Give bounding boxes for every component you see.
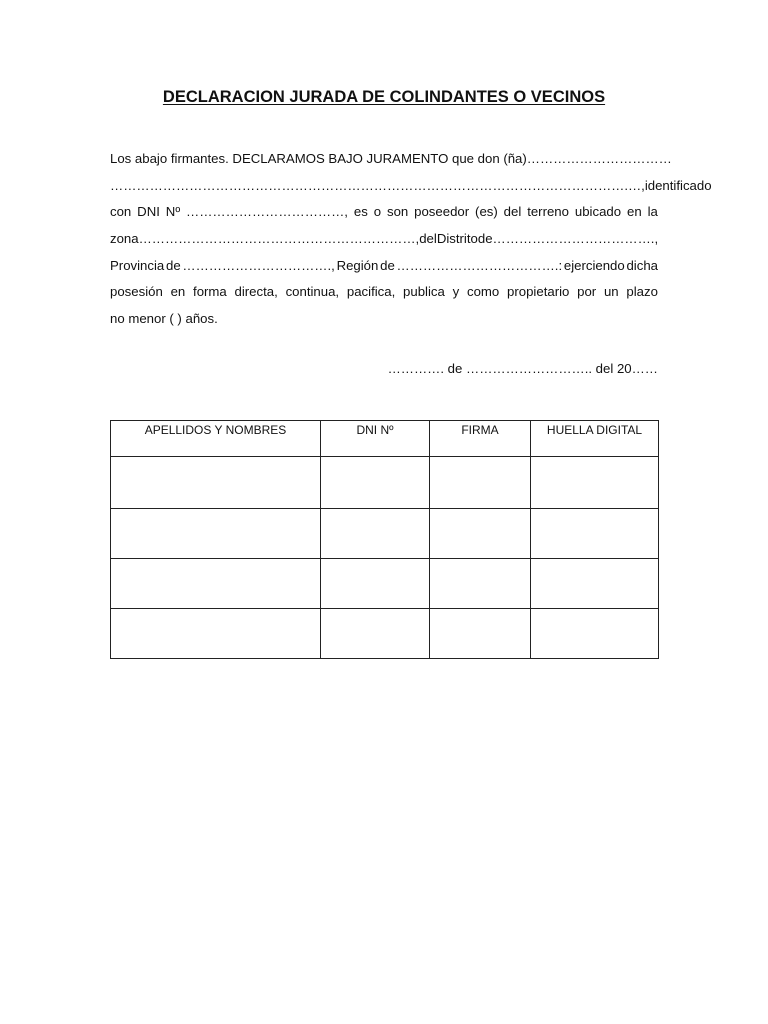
table-row <box>111 559 659 609</box>
paragraph-word: con <box>110 204 132 220</box>
paragraph-line-5 <box>110 253 658 280</box>
cell-dni[interactable] <box>321 609 430 659</box>
paragraph-word: o <box>373 204 382 220</box>
cell-dni[interactable] <box>321 559 430 609</box>
cell-apellidos-nombres[interactable] <box>111 609 321 659</box>
cell-huella-digital[interactable] <box>531 509 659 559</box>
paragraph-word: terreno <box>527 204 569 220</box>
cell-firma[interactable] <box>430 559 531 609</box>
paragraph-word: por <box>577 284 597 300</box>
paragraph-word: poseedor <box>414 204 470 220</box>
paragraph-word: Región <box>336 257 379 273</box>
paragraph-word: ……………………………., <box>182 257 335 273</box>
paragraph-word: un <box>603 284 619 300</box>
paragraph-word: del <box>503 204 522 220</box>
paragraph-word: en <box>170 284 186 300</box>
paragraph-word: plazo <box>626 284 658 300</box>
table-row <box>111 609 659 659</box>
cell-firma[interactable] <box>430 509 531 559</box>
table-row <box>111 509 659 559</box>
paragraph-word: Provincia <box>110 257 165 273</box>
paragraph-word: continua, <box>285 284 340 300</box>
paragraph-word: DNI <box>137 204 160 220</box>
cell-apellidos-nombres[interactable] <box>111 559 321 609</box>
paragraph-word: de <box>166 257 181 273</box>
paragraph-word: y <box>452 284 460 300</box>
paragraph-word: del <box>419 231 437 247</box>
cell-firma[interactable] <box>430 609 531 659</box>
paragraph-word: ……………………………….: <box>396 257 563 273</box>
cell-huella-digital[interactable] <box>531 457 659 509</box>
cell-dni[interactable] <box>321 509 430 559</box>
paragraph-word: ………………………………., <box>492 231 659 247</box>
paragraph-word: ………………………………, <box>186 204 348 220</box>
paragraph-word: ejerciendo <box>563 257 625 273</box>
paragraph-word: (es) <box>475 204 498 220</box>
document-title: DECLARACION JURADA DE COLINDANTES O VECINOS <box>162 88 606 106</box>
paragraph-word: en <box>627 204 642 220</box>
paragraph-word: es <box>353 204 368 220</box>
line-2-identificado: identificado <box>644 177 712 193</box>
date-line: …………. de ……………………….. del 20…… <box>387 361 658 376</box>
paragraph-word: como <box>467 284 500 300</box>
paragraph-line-7: no menor ( ) años. <box>110 311 218 327</box>
cell-dni[interactable] <box>321 457 430 509</box>
paragraph-word: pacifica, <box>346 284 396 300</box>
paragraph-line-4 <box>110 226 658 253</box>
cell-apellidos-nombres[interactable] <box>111 457 321 509</box>
paragraph-word: posesión <box>110 284 163 300</box>
cell-firma[interactable] <box>430 457 531 509</box>
paragraph-word: dicha <box>626 257 658 273</box>
paragraph-word: de <box>380 257 395 273</box>
paragraph-word: ubicado <box>574 204 622 220</box>
paragraph-line-1: Los abajo firmantes. DECLARAMOS BAJO JURAMENTO que don (ña)…………………………… <box>110 151 672 166</box>
paragraph-word: Distrito <box>436 231 478 247</box>
line-2-dots: ……………………………………………………………………………………………………….…, <box>110 177 645 193</box>
paragraph-line-3 <box>110 199 658 226</box>
cell-huella-digital[interactable] <box>531 559 659 609</box>
paragraph-word: Nº <box>165 204 181 220</box>
table-row <box>111 457 659 509</box>
signers-table <box>110 420 659 659</box>
cell-apellidos-nombres[interactable] <box>111 509 321 559</box>
paragraph-word: directa, <box>234 284 278 300</box>
paragraph-line-2 <box>110 173 712 200</box>
cell-huella-digital[interactable] <box>531 609 659 659</box>
paragraph-word: la <box>647 204 658 220</box>
header-firma: FIRMA <box>430 421 531 457</box>
declaration-paragraph <box>110 146 712 333</box>
paragraph-word: forma <box>193 284 227 300</box>
header-dni: DNI Nº <box>321 421 430 457</box>
paragraph-word: publica <box>403 284 445 300</box>
table-header-row <box>111 421 659 457</box>
paragraph-word: propietario <box>507 284 570 300</box>
paragraph-word: ………………………………………………………, <box>138 231 420 247</box>
paragraph-word: de <box>477 231 493 247</box>
paragraph-line-6 <box>110 279 658 306</box>
header-huella-digital: HUELLA DIGITAL <box>531 421 659 457</box>
paragraph-word: son <box>386 204 409 220</box>
header-apellidos-nombres: APELLIDOS Y NOMBRES <box>111 421 321 457</box>
paragraph-word: zona <box>110 231 139 247</box>
